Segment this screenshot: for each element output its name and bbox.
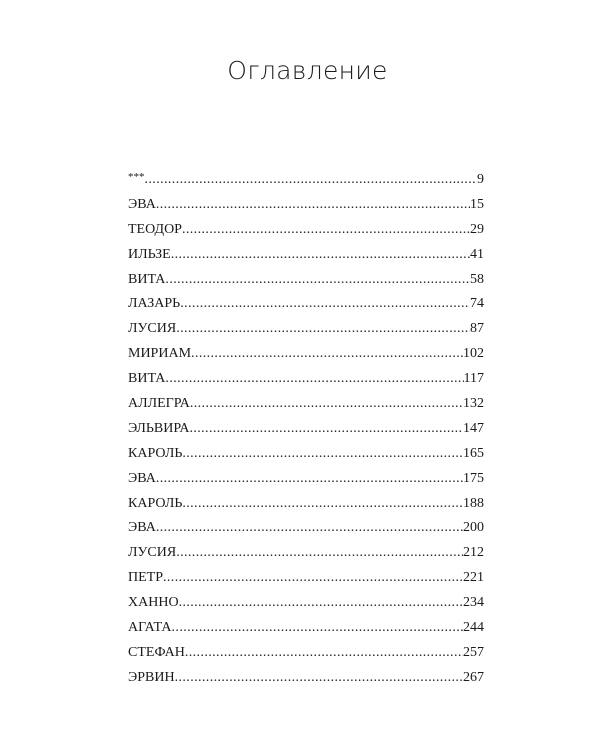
toc-leader-dots xyxy=(156,520,463,536)
toc-entry xyxy=(128,645,484,670)
toc-entry xyxy=(128,570,484,595)
toc-entry-label: ЭВА xyxy=(128,470,156,486)
toc-entry-label: ЭРВИН xyxy=(128,669,175,685)
toc-entry-label: ХАННО xyxy=(128,595,179,611)
toc-entry-page: 244 xyxy=(463,620,484,636)
toc-leader-dots xyxy=(171,247,470,263)
toc-entry-label: ВИТА xyxy=(128,271,166,287)
toc-entry-page: 29 xyxy=(470,221,484,237)
toc-entry-label: АГАТА xyxy=(128,620,172,636)
toc-entry-page: 15 xyxy=(470,196,484,212)
toc-entry xyxy=(128,371,484,396)
page-title: Оглавление xyxy=(227,56,388,85)
toc-leader-dots xyxy=(182,222,470,238)
toc-leader-dots xyxy=(176,545,463,561)
toc-entry-label: ВИТА xyxy=(128,371,166,387)
toc-entry xyxy=(128,670,484,695)
toc-entry-page: 102 xyxy=(463,346,484,362)
toc-entry-page: 175 xyxy=(463,470,484,486)
toc-leader-dots xyxy=(190,396,463,412)
toc-entry xyxy=(128,595,484,620)
toc-leader-dots xyxy=(176,321,470,337)
toc-leader-dots xyxy=(145,172,478,188)
toc-entry-label: ЭВА xyxy=(128,520,156,536)
toc-entry-page: 212 xyxy=(463,545,484,561)
toc-entry xyxy=(128,222,484,247)
toc-entry xyxy=(128,172,484,197)
toc-entry xyxy=(128,396,484,421)
toc-entry xyxy=(128,471,484,496)
toc-entry-label: ПЕТР xyxy=(128,570,163,586)
toc-leader-dots xyxy=(165,371,463,387)
toc-entry-page: 234 xyxy=(463,595,484,611)
toc-entry-page: 87 xyxy=(470,321,484,337)
toc-entry xyxy=(128,520,484,545)
toc-entry-page: 267 xyxy=(463,669,484,685)
toc-entry-label: ИЛЬЗЕ xyxy=(128,246,171,262)
toc-entry-label: КАРОЛЬ xyxy=(128,445,183,461)
toc-entry-label: ЛАЗАРЬ xyxy=(128,296,181,312)
toc-entry-label: АЛЛЕГРА xyxy=(128,396,190,412)
toc-entry-label: МИРИАМ xyxy=(128,346,192,362)
toc-entry-label: ЛУСИЯ xyxy=(128,545,177,561)
toc-entry xyxy=(128,346,484,371)
toc-entry-page: 257 xyxy=(463,644,484,660)
toc-entry-page: 221 xyxy=(463,570,484,586)
toc-leader-dots xyxy=(189,421,463,437)
toc-entry-page: 74 xyxy=(470,296,484,312)
toc-entry-page: 132 xyxy=(463,396,484,412)
toc-entry-label: СТЕФАН xyxy=(128,644,185,660)
toc-leader-dots xyxy=(156,197,470,213)
toc-entry-page: 9 xyxy=(477,172,484,187)
toc-entry-label: ТЕОДОР xyxy=(128,221,182,237)
toc-leader-dots xyxy=(182,496,463,512)
toc-entry xyxy=(128,620,484,645)
toc-entry xyxy=(128,446,484,471)
toc-entry-page: 117 xyxy=(463,371,484,387)
table-of-contents xyxy=(128,172,484,695)
toc-leader-dots xyxy=(180,296,470,312)
toc-entry-page: 188 xyxy=(463,495,484,511)
toc-entry-label: *** xyxy=(128,171,145,183)
toc-leader-dots xyxy=(185,645,463,661)
toc-entry-page: 41 xyxy=(470,246,484,262)
toc-entry xyxy=(128,272,484,297)
toc-entry-page: 147 xyxy=(463,420,484,436)
toc-leader-dots xyxy=(179,595,463,611)
toc-entry-page: 165 xyxy=(463,445,484,461)
toc-leader-dots xyxy=(156,471,463,487)
toc-entry-page: 58 xyxy=(470,271,484,287)
toc-entry xyxy=(128,247,484,272)
toc-leader-dots xyxy=(182,446,463,462)
toc-entry xyxy=(128,296,484,321)
toc-leader-dots xyxy=(172,620,463,636)
toc-leader-dots xyxy=(175,670,463,686)
toc-entry-page: 200 xyxy=(463,520,484,536)
toc-leader-dots xyxy=(165,272,470,288)
toc-entry-label: ЭЛЬВИРА xyxy=(128,420,190,436)
toc-entry-label: ЭВА xyxy=(128,196,156,212)
toc-entry xyxy=(128,496,484,521)
toc-entry xyxy=(128,545,484,570)
toc-entry xyxy=(128,321,484,346)
toc-entry-label: ЛУСИЯ xyxy=(128,321,177,337)
toc-entry-label: КАРОЛЬ xyxy=(128,495,183,511)
toc-entry xyxy=(128,421,484,446)
toc-leader-dots xyxy=(163,570,463,586)
toc-entry xyxy=(128,197,484,222)
toc-leader-dots xyxy=(191,346,463,362)
